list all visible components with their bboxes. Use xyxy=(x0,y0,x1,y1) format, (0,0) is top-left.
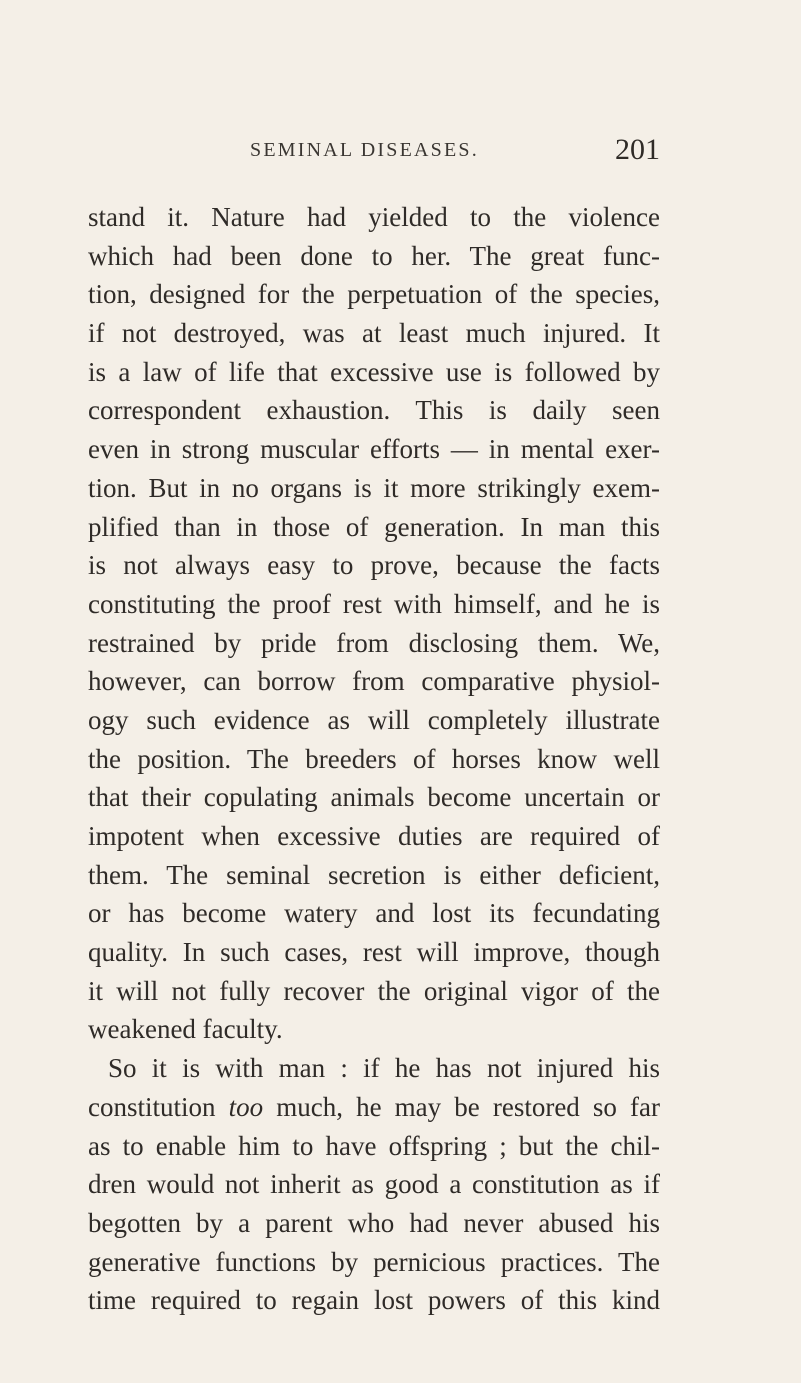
running-title: SEMINAL DISEASES. xyxy=(250,139,479,161)
text-line: as to enable him to have offspring ; but the chil- xyxy=(88,1130,660,1161)
text-line: the position. The breeders of horses know well xyxy=(88,743,660,774)
page-number: 201 xyxy=(615,133,660,166)
emphasis-word: too xyxy=(228,1091,264,1122)
text-line: restrained by pride from disclosing them. We, xyxy=(88,627,660,658)
text-line: tion, designed for the perpetuation of the species, xyxy=(88,279,660,310)
text-line: tion. But in no organs is it more strikingly exem- xyxy=(88,472,660,503)
text-line: which had been done to her. The great func- xyxy=(88,240,660,271)
text-line: that their copulating animals become uncertain or xyxy=(88,782,660,813)
text-run: constitution xyxy=(88,1091,229,1122)
text-line: generative functions by pernicious practices. The xyxy=(88,1246,660,1277)
text-line: plified than in those of generation. In man this xyxy=(88,511,660,542)
text-line: weakened faculty. xyxy=(88,1014,283,1045)
body-text xyxy=(88,198,660,1320)
text-line xyxy=(88,1088,660,1127)
text-line: dren would not inherit as good a constitution as if xyxy=(88,1169,660,1200)
text-line: is not always easy to prove, because the facts xyxy=(88,550,660,581)
text-line: them. The seminal secretion is either deficient, xyxy=(88,859,660,890)
text-line: if not destroyed, was at least much injured. It xyxy=(88,318,660,349)
text-line: or has become watery and lost its fecundating xyxy=(88,898,660,929)
text-line: even in strong muscular efforts — in mental exer- xyxy=(88,434,660,465)
text-run: much, he may be restored so far xyxy=(263,1091,660,1122)
text-line: constituting the proof rest with himself, and he is xyxy=(88,588,660,619)
running-head xyxy=(250,133,660,173)
text-line: begotten by a parent who had never abused his xyxy=(88,1207,660,1238)
text-line: is a law of life that excessive use is followed by xyxy=(88,356,660,387)
text-line: impotent when excessive duties are required of xyxy=(88,821,660,851)
text-line: ogy such evidence as will completely illustrate xyxy=(88,704,660,735)
text-line: correspondent exhaustion. This is daily seen xyxy=(88,395,660,426)
text-line: stand it. Nature had yielded to the violence xyxy=(88,202,660,232)
text-line: quality. In such cases, rest will improve, though xyxy=(88,937,660,968)
text-line: it will not fully recover the original vigor of the xyxy=(88,975,660,1006)
text-line: So it is with man : if he has not injured his xyxy=(108,1053,660,1084)
text-line: time required to regain lost powers of this kind xyxy=(88,1285,660,1316)
text-line: however, can borrow from comparative physiol- xyxy=(88,666,660,697)
